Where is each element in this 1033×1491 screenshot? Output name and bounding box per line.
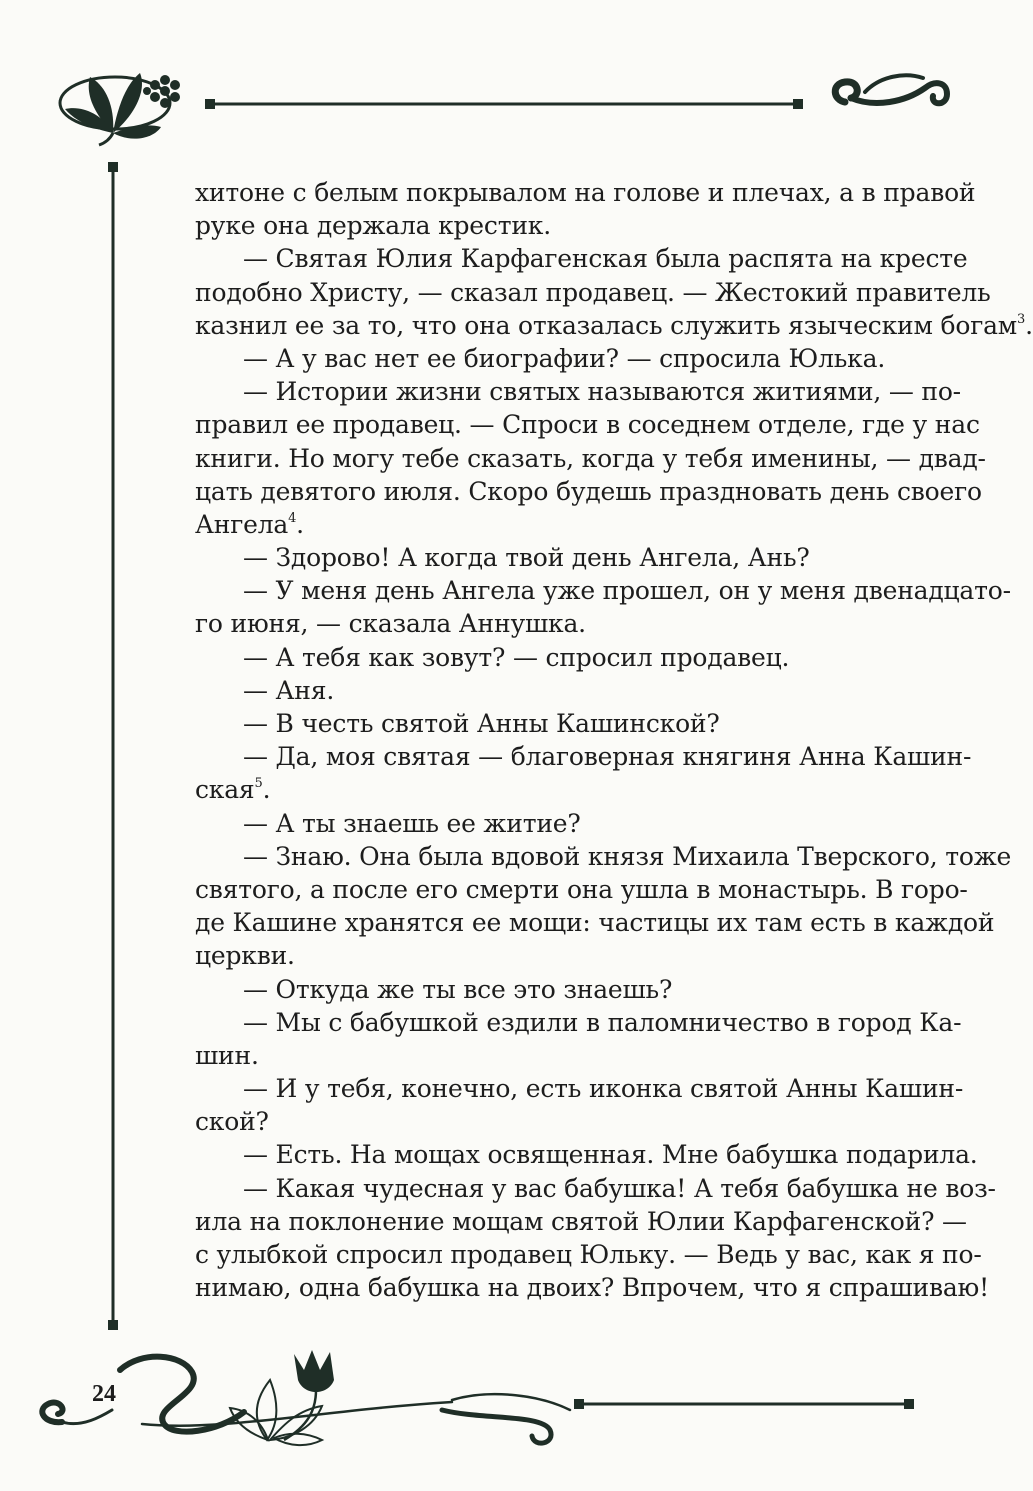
text-line: церкви. xyxy=(195,941,295,971)
top-rule xyxy=(205,97,805,111)
footnote-mark[interactable]: 5 xyxy=(254,776,263,792)
text-line: нимаю, одна бабушка на двоих? Впрочем, что я спрашиваю! xyxy=(195,1273,989,1303)
text-line: — Есть. На мощах освященная. Мне бабушка подарила. xyxy=(243,1140,978,1170)
text-line: — Святая Юлия Карфагенская была распята на кресте xyxy=(243,244,968,274)
text-line: — Аня. xyxy=(243,675,335,705)
leaf-berries-ornament-icon xyxy=(55,55,195,150)
text-line: Ангела$^4$. xyxy=(195,509,304,539)
main-text xyxy=(195,176,1033,1304)
text-line: — У меня день Ангела уже прошел, он у меня двенадцато- xyxy=(243,576,1011,606)
text-line: книги. Но могу тебе сказать, когда у тебя именины, — двад- xyxy=(195,443,986,473)
text-line: — В честь святой Анны Кашинской? xyxy=(243,709,720,738)
text-line: казнил ее за то, что она отказалась служить языческим богам$^3$. xyxy=(195,310,1033,340)
text-line: подобно Христу, — сказал продавец. — Жестокий правитель xyxy=(195,277,991,307)
text-line: с улыбкой спросил продавец Юльку. — Ведь у вас, как я по- xyxy=(195,1240,982,1269)
text-line: — Мы с бабушкой ездили в паломничество в город Ка- xyxy=(243,1007,962,1037)
bottom-rule xyxy=(574,1397,916,1411)
text-line: шин. xyxy=(195,1040,259,1070)
text-line: го июня, — сказала Аннушка. xyxy=(195,609,586,639)
text-line: ской? xyxy=(195,1107,269,1137)
text-line: — Какая чудесная у вас бабушка! А тебя бабушка не воз- xyxy=(243,1173,996,1203)
text-line: цать девятого июля. Скоро будешь праздновать день своего xyxy=(195,476,982,506)
text-line: — Да, моя святая — благоверная княгиня Анна Кашин- xyxy=(243,742,972,772)
page-number: 24 xyxy=(92,1381,116,1407)
text-line: — Знаю. Она была вдовой князя Михаила Тверского, тоже xyxy=(243,841,1012,871)
text-line: ила на поклонение мощам святой Юлии Карфагенской? — xyxy=(195,1206,967,1236)
text-line: — Истории жизни святых называются житиями, — по- xyxy=(243,377,961,407)
text-line: — И у тебя, конечно, есть иконка святой Анны Кашин- xyxy=(243,1074,964,1104)
text-line: — Откуда же ты все это знаешь? xyxy=(243,974,673,1004)
scroll-flourish-icon xyxy=(825,62,955,122)
text-line: — Здорово! А когда твой день Ангела, Ань? xyxy=(243,543,810,573)
text-line: — А тебя как зовут? — спросил продавец. xyxy=(243,642,790,672)
text-line: — А ты знаешь ее житие? xyxy=(243,808,581,838)
text-line: святого, а после его смерти она ушла в монастырь. В горо- xyxy=(195,874,968,904)
footnote-mark[interactable]: 4 xyxy=(288,510,297,526)
text-line: де Кашине хранятся ее мощи: частицы их там есть в каждой xyxy=(195,908,995,938)
text-line: — А у вас нет ее биографии? — спросила Юлька. xyxy=(243,343,886,373)
text-line: хитоне с белым покрывалом на голове и плечах, а в правой xyxy=(195,178,976,207)
footnote-mark[interactable]: 3 xyxy=(1017,311,1026,327)
text-line: руке она держала крестик. xyxy=(195,211,551,241)
text-line: правил ее продавец. — Спроси в соседнем отделе, где у нас xyxy=(195,410,980,440)
text-line: ская$^5$. xyxy=(195,775,271,805)
left-vertical-rule xyxy=(106,162,120,1332)
